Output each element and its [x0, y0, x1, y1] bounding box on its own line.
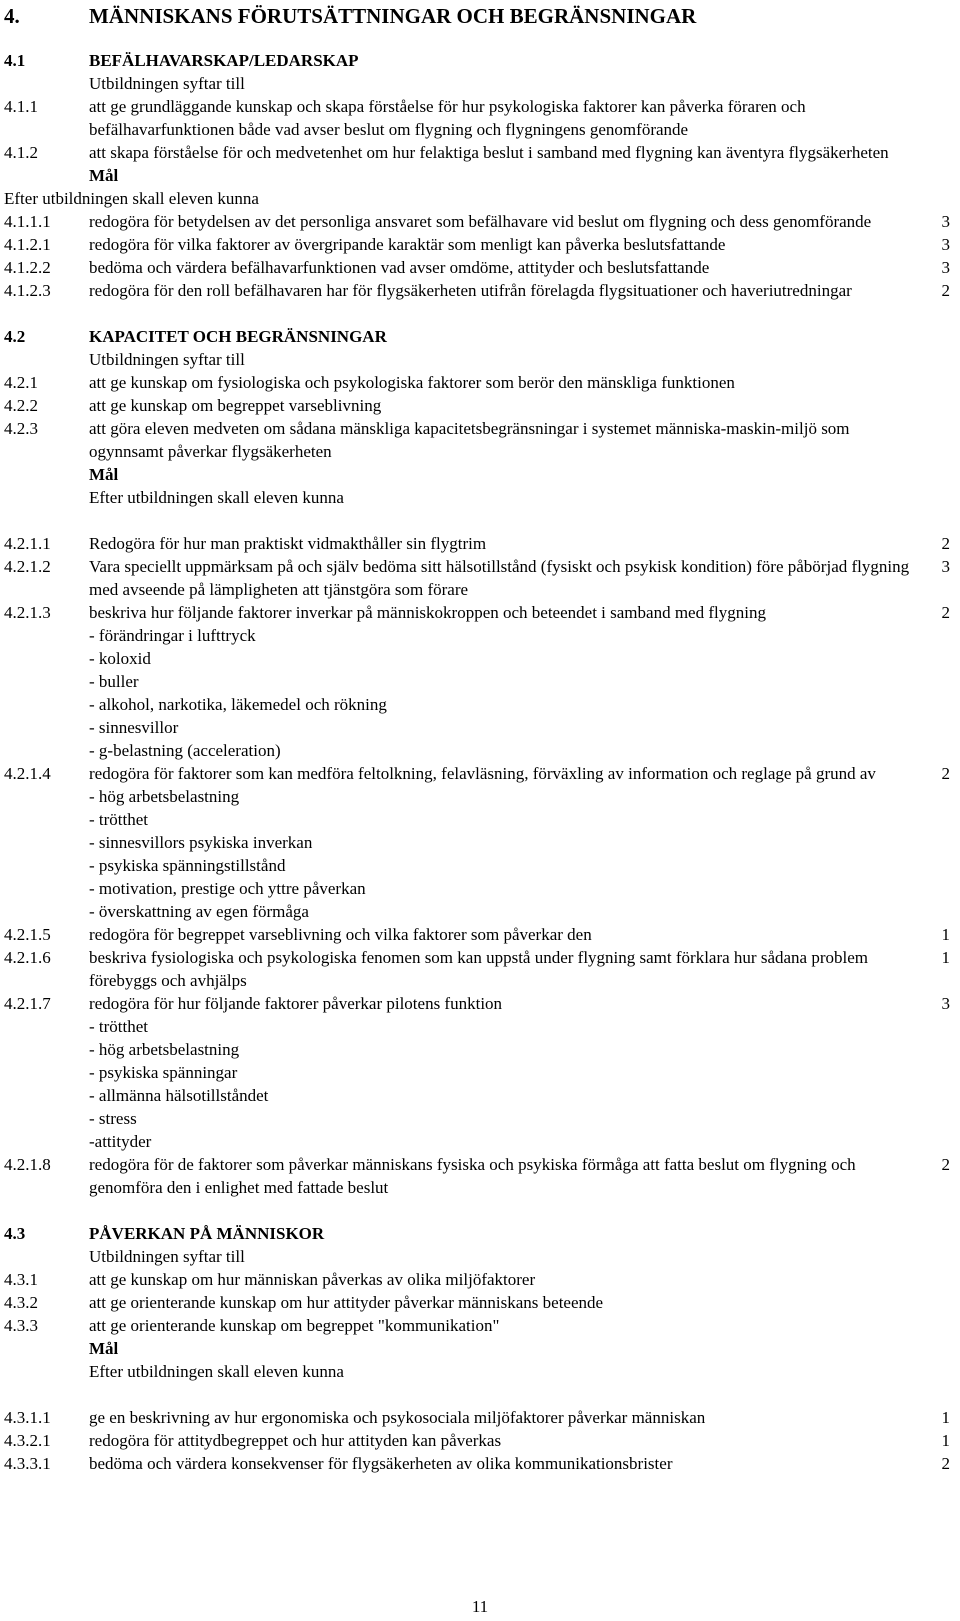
aim-text: att ge orienterande kunskap om begreppet "kommunikation": [89, 1316, 500, 1335]
goal-number: 4.2.1.6: [4, 948, 51, 967]
goal-item: [4, 923, 950, 946]
aim-item: [4, 1291, 950, 1314]
mal-heading: [4, 164, 950, 187]
goal-item: [4, 601, 950, 624]
list-item: - buller: [89, 672, 139, 691]
list-item: - hög arbetsbelastning: [89, 1040, 240, 1059]
goal-level: 1: [941, 925, 950, 944]
goal-text: redogöra för de faktorer som påverkar människans fysiska och psykiska förmåga att fatta beslut om flygning och genomföra den i enlighet med fattade beslut: [89, 1155, 856, 1197]
list-item: - trötthet: [89, 810, 149, 829]
after-label: Efter utbildningen skall eleven kunna: [4, 189, 259, 208]
section-title: PÅVERKAN PÅ MÄNNISKOR: [89, 1224, 325, 1243]
goal-level: 1: [941, 1408, 950, 1427]
goal-number: 4.1.2.2: [4, 258, 51, 277]
goal-item: [4, 279, 950, 302]
mal-heading: [4, 1337, 950, 1360]
goal-item: [4, 233, 950, 256]
section-heading-4-3: [4, 1222, 950, 1245]
list-item: -attityder: [89, 1132, 152, 1151]
goal-number: 4.2.1.8: [4, 1155, 51, 1174]
mal-label: Mål: [89, 166, 119, 185]
goal-number: 4.1.1.1: [4, 212, 51, 231]
after-text: [4, 187, 950, 210]
section-intro: [4, 1245, 950, 1268]
goal-item: [4, 1153, 950, 1199]
goal-item: [4, 532, 950, 555]
intro-text: Utbildningen syftar till: [89, 350, 245, 369]
goal-number: 4.3.3.1: [4, 1454, 51, 1473]
goal-item: [4, 1429, 950, 1452]
goal-number: 4.3.2.1: [4, 1431, 51, 1450]
goal-text: Vara speciellt uppmärksam på och själv bedöma sitt hälsotillstånd (fysiskt och psykisk kondition) före påbörjad flygning med avseende på lämpligheten att tjänstgöra som förare: [89, 557, 910, 599]
aim-number: 4.1.1: [4, 97, 38, 116]
section-intro: [4, 348, 950, 371]
aim-text: att ge kunskap om fysiologiska och psykologiska faktorer som berör den mänskliga funktionen: [89, 373, 735, 392]
goal-number: 4.2.1.1: [4, 534, 51, 553]
document-page: [4, 3, 950, 1475]
goal-number: 4.2.1.7: [4, 994, 51, 1013]
section-title: KAPACITET OCH BEGRÄNSNINGAR: [89, 327, 387, 346]
list-item: - allmänna hälsotillståndet: [89, 1086, 269, 1105]
aim-item: [4, 371, 950, 394]
aim-text: att skapa förståelse för och medvetenhet om hur felaktiga beslut i samband med flygning kan äventyra flygsäkerheten: [89, 143, 889, 162]
aim-number: 4.2.3: [4, 419, 38, 438]
goal-text: Redogöra för hur man praktiskt vidmakthåller sin flygtrim: [89, 534, 487, 553]
spacer: [4, 1383, 950, 1406]
section-number: 4.3: [4, 1224, 26, 1243]
goal-number: 4.1.2.1: [4, 235, 51, 254]
aim-number: 4.3.2: [4, 1293, 38, 1312]
chapter-number: 4.: [4, 4, 20, 28]
goal-item: [4, 946, 950, 992]
section-heading-4-2: [4, 325, 950, 348]
list-item: - hög arbetsbelastning: [89, 787, 240, 806]
spacer: [4, 302, 950, 325]
aim-text: att ge orienterande kunskap om hur attityder påverkar människans beteende: [89, 1293, 604, 1312]
intro-text: Utbildningen syftar till: [89, 74, 245, 93]
goal-level: 2: [941, 1454, 950, 1473]
list-item: - koloxid: [89, 649, 151, 668]
aim-item: [4, 1314, 950, 1337]
goal-text: beskriva hur följande faktorer inverkar på människokroppen och beteendet i samband med flygning: [89, 603, 766, 622]
after-label: Efter utbildningen skall eleven kunna: [89, 488, 344, 507]
section-number: 4.1: [4, 51, 26, 70]
spacer: [4, 509, 950, 532]
list-item: - psykiska spänningstillstånd: [89, 856, 286, 875]
after-text: [4, 486, 950, 509]
goal-level: 2: [941, 534, 950, 553]
chapter-title: MÄNNISKANS FÖRUTSÄTTNINGAR OCH BEGRÄNSNINGAR: [89, 4, 697, 28]
goal-number: 4.3.1.1: [4, 1408, 51, 1427]
goal-level: 3: [941, 994, 950, 1013]
list-item: - alkohol, narkotika, läkemedel och rökning: [89, 695, 387, 714]
aim-number: 4.3.1: [4, 1270, 38, 1289]
after-label: Efter utbildningen skall eleven kunna: [89, 1362, 344, 1381]
aim-item: [4, 1268, 950, 1291]
aim-number: 4.2.2: [4, 396, 38, 415]
goal-text: redogöra för begreppet varseblivning och vilka faktorer som påverkar den: [89, 925, 592, 944]
page-number: 11: [471, 1597, 489, 1616]
after-text: [4, 1360, 950, 1383]
goal-text: redogöra för den roll befälhavaren har för flygsäkerheten utifrån förelagda flygsituationer och haveriutredningar: [89, 281, 852, 300]
goal-item: [4, 992, 950, 1015]
aim-text: att ge grundläggande kunskap och skapa förståelse för hur psykologiska faktorer kan påverka föraren och befälhavarfunktionen både vad avser beslut om flygning och flygningens genomförande: [89, 97, 806, 139]
section-number: 4.2: [4, 327, 26, 346]
aim-number: 4.2.1: [4, 373, 38, 392]
list-item: - motivation, prestige och yttre påverkan: [89, 879, 366, 898]
aim-item: [4, 141, 950, 164]
aim-item: [4, 394, 950, 417]
goal-text: beskriva fysiologiska och psykologiska fenomen som kan uppstå under flygning samt förklara hur sådana problem förebyggs och avhjälps: [89, 948, 868, 990]
goal-item: [4, 762, 950, 785]
goal-item: [4, 256, 950, 279]
spacer: [4, 1199, 950, 1222]
aim-text: att ge kunskap om begreppet varseblivning: [89, 396, 382, 415]
aim-item: [4, 95, 950, 141]
mal-label: Mål: [89, 1339, 119, 1358]
aim-number: 4.1.2: [4, 143, 38, 162]
goal-number: 4.1.2.3: [4, 281, 51, 300]
list-item: - g-belastning (acceleration): [89, 741, 281, 760]
mal-heading: [4, 463, 950, 486]
goal-level: 3: [941, 557, 950, 576]
goal-text: bedöma och värdera konsekvenser för flygsäkerheten av olika kommunikationsbrister: [89, 1454, 673, 1473]
list-item: - sinnesvillors psykiska inverkan: [89, 833, 313, 852]
chapter-heading: [4, 3, 950, 29]
aim-text: att ge kunskap om hur människan påverkas av olika miljöfaktorer: [89, 1270, 536, 1289]
intro-text: Utbildningen syftar till: [89, 1247, 245, 1266]
list-item: - överskattning av egen förmåga: [89, 902, 309, 921]
aim-number: 4.3.3: [4, 1316, 38, 1335]
list-item: - trötthet: [89, 1017, 149, 1036]
goal-item: [4, 210, 950, 233]
goal-text: ge en beskrivning av hur ergonomiska och psykosociala miljöfaktorer påverkar människan: [89, 1408, 706, 1427]
goal-level: 2: [941, 603, 950, 622]
goal-text: bedöma och värdera befälhavarfunktionen vad avser omdöme, attityder och beslutsfattande: [89, 258, 710, 277]
goal-level: 3: [941, 258, 950, 277]
goal-text: redogöra för hur följande faktorer påverkar pilotens funktion: [89, 994, 503, 1013]
goal-item: [4, 1452, 950, 1475]
goal-level: 3: [941, 212, 950, 231]
list-item: - sinnesvillor: [89, 718, 179, 737]
goal-text: redogöra för betydelsen av det personliga ansvaret som befälhavare vid beslut om flygning och dess genomförande: [89, 212, 872, 231]
aim-item: [4, 417, 950, 463]
section-heading-4-1: [4, 49, 950, 72]
section-title: BEFÄLHAVARSKAP/LEDARSKAP: [89, 51, 359, 70]
list-item: - psykiska spänningar: [89, 1063, 238, 1082]
section-intro: [4, 72, 950, 95]
goal-number: 4.2.1.2: [4, 557, 51, 576]
goal-level: 3: [941, 235, 950, 254]
list-item: - förändringar i lufttryck: [89, 626, 256, 645]
goal-number: 4.2.1.4: [4, 764, 51, 783]
goal-level: 2: [941, 1155, 950, 1174]
goal-item: [4, 555, 950, 601]
goal-level: 2: [941, 281, 950, 300]
goal-number: 4.2.1.3: [4, 603, 51, 622]
goal-item: [4, 1406, 950, 1429]
goal-level: 1: [941, 1431, 950, 1450]
goal-text: redogöra för faktorer som kan medföra feltolkning, felavläsning, förväxling av information och reglage på grund av: [89, 764, 876, 783]
goal-text: redogöra för attitydbegreppet och hur attityden kan påverkas: [89, 1431, 502, 1450]
goal-number: 4.2.1.5: [4, 925, 51, 944]
list-item: - stress: [89, 1109, 137, 1128]
goal-level: 1: [941, 948, 950, 967]
mal-label: Mål: [89, 465, 119, 484]
aim-text: att göra eleven medveten om sådana mänskliga kapacitetsbegränsningar i systemet människa-maskin-miljö som ogynnsamt påverkar flygsäkerheten: [89, 419, 850, 461]
goal-level: 2: [941, 764, 950, 783]
goal-text: redogöra för vilka faktorer av övergripande karaktär som menligt kan påverka beslutsfattande: [89, 235, 726, 254]
